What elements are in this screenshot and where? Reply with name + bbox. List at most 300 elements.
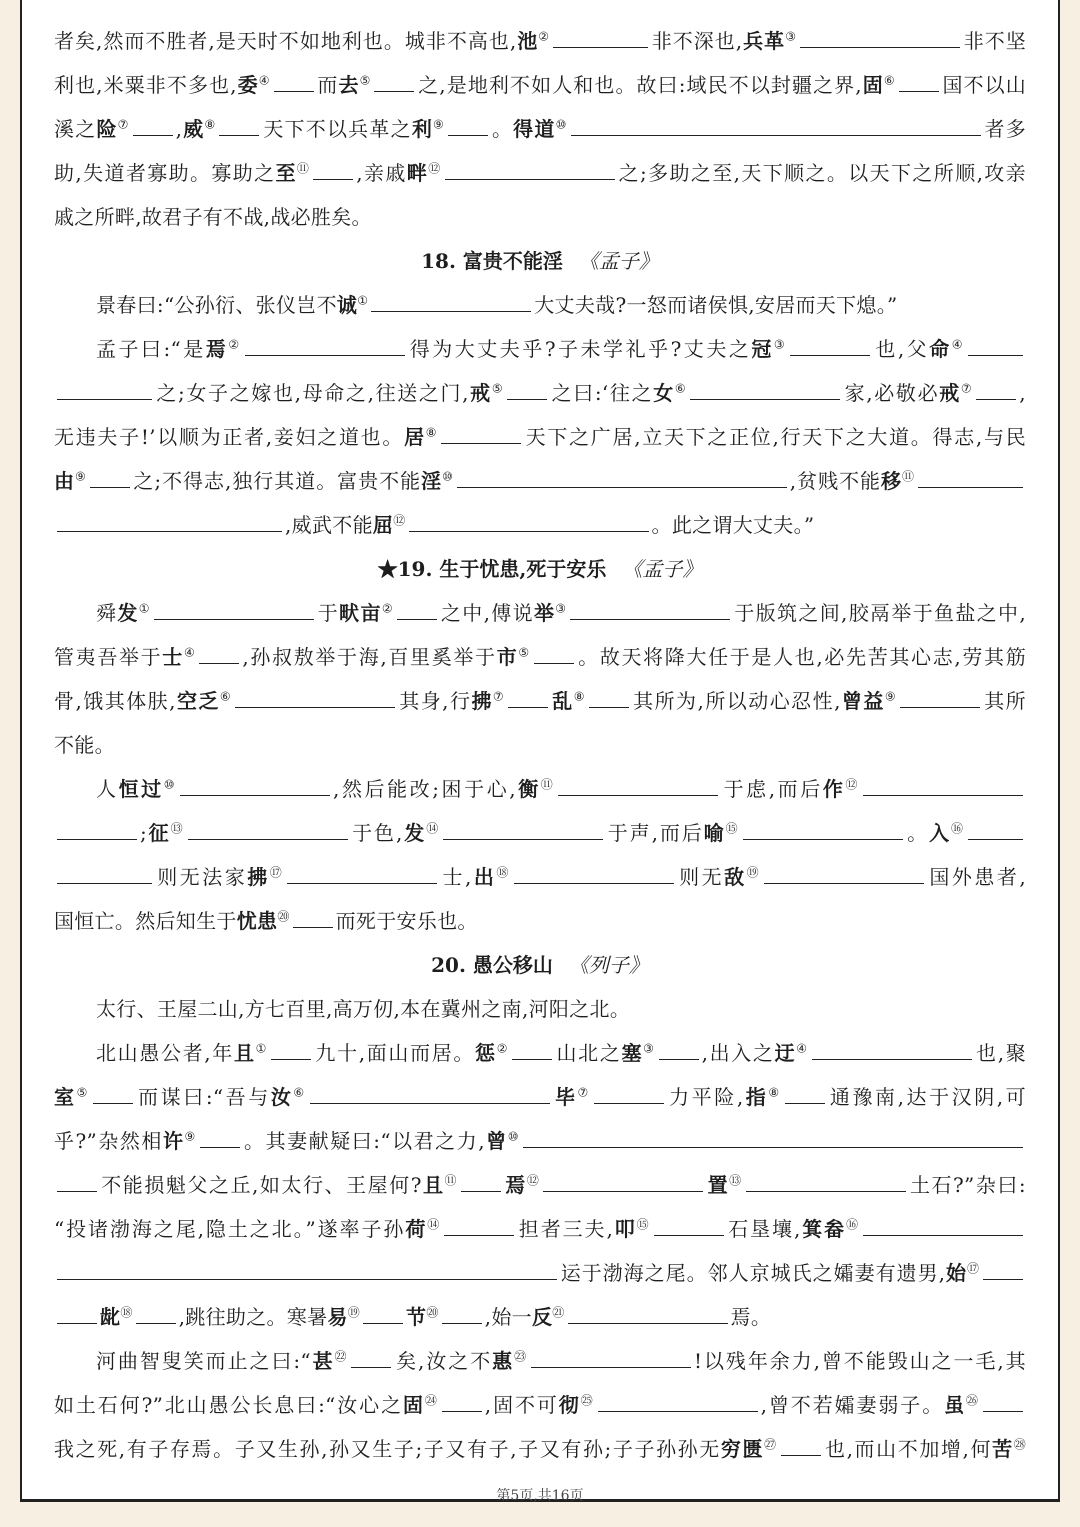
text-line — [54, 327, 1026, 371]
footnote-mark: ⑨ — [433, 117, 446, 132]
text: 威武不能 — [291, 513, 373, 537]
footnote-mark: ⑯ — [846, 1217, 860, 1232]
text: 也,父 — [873, 337, 930, 361]
footnote-mark: ⑦ — [117, 117, 130, 132]
text: 国恒亡。然后知生于 — [54, 909, 237, 933]
blank[interactable] — [461, 1173, 501, 1192]
keyword: 举 — [533, 601, 556, 625]
blank[interactable] — [293, 909, 333, 928]
text: 得为大丈夫乎?子未学礼乎?丈夫之 — [407, 337, 752, 361]
footnote-mark: ⑪ — [296, 161, 311, 176]
blank[interactable] — [558, 777, 718, 796]
blank[interactable] — [287, 865, 437, 884]
text-line: ,威武不能屈⑫ 。此之谓大丈夫。” — [54, 503, 1026, 547]
keyword: 移 — [881, 469, 903, 493]
text: 舜 — [96, 601, 118, 625]
text-line — [54, 723, 1026, 767]
keyword: 女 — [653, 381, 675, 405]
source-text: 《孟子》 — [578, 249, 659, 273]
text: 通豫南,达于汉阴,可 — [827, 1085, 1026, 1109]
keyword: 至 — [275, 161, 297, 185]
keyword: 毕 — [552, 1085, 578, 1109]
footnote-mark: ④ — [796, 1041, 809, 1056]
text: 我之死,有子存焉。子又生孙,孙又生子;子又有子,子又有孙;子子孙孙无 — [54, 1437, 721, 1461]
blank[interactable] — [531, 1349, 691, 1368]
blank[interactable] — [199, 645, 239, 664]
keyword: 节 — [406, 1305, 427, 1329]
keyword: 兵革 — [742, 29, 786, 53]
footnote-mark: ⑩ — [442, 469, 454, 484]
text: 跳往助之。寒暑 — [185, 1305, 328, 1329]
footnote-mark: ⑮ — [636, 1217, 651, 1232]
blank[interactable] — [690, 381, 840, 400]
keyword: 得道 — [513, 117, 556, 141]
blank[interactable] — [443, 821, 603, 840]
footnote-mark: ③ — [785, 29, 797, 44]
blank[interactable] — [457, 469, 787, 488]
footnote-mark: ② — [381, 601, 394, 616]
keyword: 去 — [338, 73, 360, 97]
text: 其所为,所以动心忍性, — [631, 689, 841, 713]
footnote-mark: ④ — [258, 73, 271, 88]
text: 曾不若孀妻弱子。 — [767, 1393, 945, 1417]
keyword: 淫 — [421, 469, 443, 493]
blank[interactable] — [543, 1173, 703, 1192]
footnote-mark: ㉓ — [514, 1349, 529, 1364]
keyword: 惠 — [492, 1349, 515, 1373]
blank[interactable] — [271, 1041, 311, 1060]
text: 家,必敬必 — [843, 381, 940, 405]
keyword: 戒 — [468, 381, 492, 405]
blank[interactable] — [764, 865, 924, 884]
section-title — [54, 547, 1026, 591]
blank[interactable] — [654, 1217, 724, 1236]
blank[interactable] — [812, 1041, 972, 1060]
text: 石垦壤, — [726, 1217, 801, 1241]
footnote-mark: ⑳ — [277, 909, 290, 924]
blank[interactable] — [310, 1085, 550, 1104]
blank[interactable] — [507, 381, 547, 400]
keyword: 戒 — [939, 381, 961, 405]
blank[interactable] — [313, 161, 353, 180]
blank[interactable] — [863, 777, 1023, 796]
keyword: 荷 — [405, 1217, 428, 1241]
blank[interactable] — [180, 777, 330, 796]
text: 于 — [316, 601, 340, 625]
keyword: 险 — [96, 117, 118, 141]
keyword: 指 — [743, 1085, 769, 1109]
text-line: 溪之险⑦ ,威⑧ 天下不以兵革之利⑨ 。得道⑩ 者多 — [54, 117, 1027, 141]
text: 于声,而后 — [606, 821, 704, 845]
keyword: 迂 — [774, 1041, 797, 1065]
text-line — [54, 19, 1026, 63]
text: 孟子曰:“是 — [96, 337, 206, 361]
text: 之;女子之嫁也,母命之,往送之门, — [155, 381, 469, 405]
text-line: 助,失道者寡助。寡助之至⑪ ,亲戚畔⑫ 之;多助之至,天下顺之。以天下之所顺,攻亲 — [54, 161, 1026, 185]
keyword: 拂 — [471, 689, 493, 713]
text: 其妻献疑曰:“以君之力, — [265, 1129, 485, 1153]
footnote-mark: ⑪ — [444, 1173, 459, 1188]
blank[interactable] — [598, 1393, 758, 1412]
text-line — [54, 899, 1026, 943]
section-title — [54, 943, 1026, 987]
text: 助,失道者寡助。寡助之 — [54, 161, 276, 185]
text: 亲戚 — [362, 161, 407, 185]
text: 运于渤海之尾。邻人京城氏之孀妻有遗男, — [560, 1261, 946, 1285]
blank[interactable] — [374, 73, 414, 92]
blank[interactable] — [188, 821, 348, 840]
keyword: 龀 — [100, 1305, 121, 1329]
blank[interactable] — [133, 117, 173, 136]
footnote-mark: ⑪ — [902, 469, 915, 484]
title-text: ★19. 生于忧患,死于安乐 — [377, 557, 607, 581]
blank[interactable] — [57, 1261, 557, 1280]
blank[interactable] — [235, 689, 395, 708]
blank[interactable] — [968, 821, 1023, 840]
section-title — [54, 239, 1026, 283]
blank[interactable] — [57, 513, 282, 532]
blank[interactable] — [534, 645, 574, 664]
text-line: 之;女子之嫁也,母命之,往送之门,戒⑤ 之曰:‘往之女⑥ 家,必敬必戒⑦ , — [54, 371, 1026, 415]
footnote-mark: ⑫ — [526, 1173, 541, 1188]
blank[interactable] — [57, 381, 152, 400]
footnote-mark: ⑧ — [573, 689, 586, 704]
blank[interactable] — [571, 117, 981, 136]
blank[interactable] — [570, 601, 730, 620]
keyword: 苦 — [992, 1437, 1014, 1461]
text: 非不坚 — [962, 29, 1027, 53]
text-line: 乎?”杂然相许⑨ 。其妻献疑曰:“以君之力,曾⑩ — [54, 1119, 1026, 1163]
blank[interactable] — [57, 865, 152, 884]
blank[interactable] — [448, 117, 488, 136]
footnote-mark: ④ — [951, 337, 965, 352]
text: 国外患者, — [927, 865, 1027, 889]
text: 焉。 — [730, 1305, 772, 1329]
text: 乎?”杂然相 — [54, 1129, 163, 1153]
blank[interactable] — [785, 1085, 825, 1104]
blank[interactable] — [553, 29, 648, 48]
blank[interactable] — [594, 1085, 664, 1104]
blank[interactable] — [983, 1261, 1023, 1280]
footnote-mark: ② — [496, 1041, 510, 1056]
keyword: 屈 — [372, 513, 394, 537]
keyword: 室 — [54, 1085, 77, 1109]
source-text: 《孟子》 — [622, 557, 703, 581]
blank[interactable] — [442, 1393, 482, 1412]
footnote-mark: ⑥ — [674, 381, 688, 396]
keyword: 冠 — [751, 337, 774, 361]
blank[interactable] — [445, 161, 615, 180]
keyword: 且 — [233, 1041, 256, 1065]
text: 出入之 — [708, 1041, 775, 1065]
text: 天下不以兵革之 — [262, 117, 412, 141]
footnote-mark: ⑧ — [204, 117, 217, 132]
blank[interactable] — [219, 117, 259, 136]
footnote-mark: ⑧ — [425, 425, 439, 440]
page-footer: 第5页,共16页 — [496, 1488, 584, 1504]
blank[interactable] — [274, 73, 314, 92]
keyword: 市 — [496, 645, 519, 669]
keyword: 恒过 — [118, 777, 164, 801]
footnote-mark: ⑯ — [951, 821, 965, 836]
footnote-mark: ㉗ — [764, 1437, 778, 1452]
text-line: 如土石何?”北山愚公长息曰:“汝心之固$^㉔$ ,固不可彻$^㉕$ ,曾不若孀妻弱子。虽$^㉖$ — [54, 1383, 1026, 1427]
blank[interactable] — [968, 337, 1023, 356]
keyword: 焉 — [205, 337, 229, 361]
footnote-mark: ⑧ — [768, 1085, 782, 1100]
text: 不能。 — [54, 733, 115, 757]
footnote-mark: ⑨ — [884, 689, 898, 704]
keyword: 征 — [147, 821, 171, 845]
blank[interactable] — [800, 29, 960, 48]
blank[interactable] — [659, 1041, 699, 1060]
page-content — [54, 19, 1026, 1471]
footnote-mark: ⑱ — [120, 1305, 133, 1320]
text: !以残年余力,曾不能毁山之一毛,其 — [694, 1349, 1026, 1373]
text-line — [54, 63, 1026, 107]
blank[interactable] — [57, 1173, 97, 1192]
footnote-mark: ⑮ — [725, 821, 740, 836]
text: 其所 — [983, 689, 1026, 713]
footnote-mark: ㉒ — [334, 1349, 349, 1364]
text: 骨,饿其体肤, — [54, 689, 176, 713]
footnote-mark: ⑩ — [163, 777, 178, 792]
keyword: 畎亩 — [339, 601, 382, 625]
text: 其身,行 — [398, 689, 472, 713]
footnote-mark: ⑫ — [428, 161, 442, 176]
blank[interactable] — [781, 1437, 821, 1456]
keyword: 叩 — [613, 1217, 637, 1241]
text: 始一 — [491, 1305, 532, 1329]
text: 力平险, — [666, 1085, 744, 1109]
keyword: 曾 — [484, 1129, 508, 1153]
text: 也,聚 — [974, 1041, 1027, 1065]
keyword: 空乏 — [175, 689, 220, 713]
blank[interactable] — [57, 1305, 97, 1324]
keyword: 命 — [929, 337, 952, 361]
text: 者矣,然而不胜者,是天时不如地利也。城非不高也, — [54, 29, 517, 53]
blank[interactable] — [441, 425, 521, 444]
keyword: 居 — [404, 425, 426, 449]
keyword: 塞 — [621, 1041, 644, 1065]
footnote-mark: ⑤ — [359, 73, 372, 88]
footnote-mark: ⑪ — [540, 777, 556, 792]
text: 此之谓大丈夫。” — [671, 513, 815, 537]
text: 景春曰:“公孙衍、张仪岂不 — [96, 293, 337, 317]
text: 太行、王屋二山,方七百里,高万仞,本在冀州之南,河阳之北。 — [96, 997, 631, 1021]
footnote-mark: ⑥ — [219, 689, 233, 704]
text: 非不深也, — [651, 29, 743, 53]
text: 孙叔敖举于海,百里奚举于 — [249, 645, 497, 669]
keyword: 焉 — [504, 1173, 527, 1197]
keyword: 出 — [471, 865, 497, 889]
keyword: 曾益 — [840, 689, 885, 713]
text: 溪之 — [54, 117, 97, 141]
blank[interactable] — [790, 337, 870, 356]
blank[interactable] — [900, 689, 980, 708]
text-line: 龀⑱ ,跳往助之。寒暑易⑲ 节⑳ ,始一反$^㉑$ 焉。 — [54, 1295, 1026, 1339]
keyword: 穷匮 — [720, 1437, 765, 1461]
keyword: 衡 — [515, 777, 541, 801]
text: 山北之 — [555, 1041, 622, 1065]
blank[interactable] — [93, 1085, 133, 1104]
keyword: 易 — [327, 1305, 348, 1329]
text: 而 — [316, 73, 339, 97]
text-line — [54, 1207, 1026, 1251]
blank[interactable] — [397, 601, 437, 620]
keyword: 发 — [402, 821, 427, 845]
text: 河曲智叟笑而止之曰:“ — [96, 1349, 311, 1373]
footnote-mark: ③ — [643, 1041, 656, 1056]
footnote-mark: ㉖ — [966, 1393, 980, 1408]
blank[interactable] — [918, 469, 1023, 488]
footnote-mark: ㉑ — [552, 1305, 565, 1320]
text: 也,而山不加增,何 — [823, 1437, 993, 1461]
text-line — [54, 767, 1026, 811]
text: 人 — [96, 777, 119, 801]
footnote-mark: ⑥ — [293, 1085, 307, 1100]
keyword: 箕畚 — [800, 1217, 847, 1241]
blank[interactable] — [508, 689, 548, 708]
blank[interactable] — [57, 821, 137, 840]
text: 九十,面山而居。 — [314, 1041, 476, 1065]
text: 则无 — [676, 865, 725, 889]
text-line — [54, 1163, 1026, 1207]
footnote-mark: ⑱ — [496, 865, 511, 880]
text: 而死于安乐也。 — [335, 909, 478, 933]
footnote-mark: ㉔ — [424, 1393, 439, 1408]
blank[interactable] — [743, 821, 903, 840]
footnote-mark: ⑤ — [491, 381, 505, 396]
blank[interactable] — [442, 1305, 482, 1324]
text: ,然后能改;困于心, — [333, 777, 516, 801]
keyword: 利 — [411, 117, 434, 141]
keyword: 甚 — [310, 1349, 335, 1373]
text-line — [54, 679, 1026, 723]
text: 于色, — [350, 821, 403, 845]
blank[interactable] — [512, 1041, 552, 1060]
footnote-mark: ⑤ — [76, 1085, 90, 1100]
blank[interactable] — [363, 1305, 403, 1324]
blank[interactable] — [568, 1305, 728, 1324]
footnote-mark: ① — [255, 1041, 269, 1056]
text-line — [54, 591, 1026, 635]
text: 不能损魁父之丘,如太行、王屋何? — [100, 1173, 422, 1197]
footnote-mark: ④ — [183, 645, 197, 660]
footnote-mark: ⑫ — [393, 513, 406, 528]
keyword: 诚 — [336, 293, 358, 317]
footnote-mark: ③ — [555, 601, 568, 616]
blank[interactable] — [351, 1349, 391, 1368]
footnote-mark: ① — [357, 293, 369, 308]
footnote-mark: ⑲ — [347, 1305, 361, 1320]
text: 无违夫子!’以顺为正者,妾妇之道也。 — [54, 425, 405, 449]
keyword: 惩 — [475, 1041, 497, 1065]
footnote-mark: ② — [538, 29, 551, 44]
keyword: 许 — [162, 1129, 185, 1153]
keyword: 由 — [54, 469, 75, 493]
blank[interactable] — [409, 513, 649, 532]
footnote-mark: ⑭ — [427, 1217, 442, 1232]
footnote-mark: ⑥ — [883, 73, 896, 88]
blank[interactable] — [514, 865, 674, 884]
text: 贫贱不能 — [796, 469, 882, 493]
footnote-mark: ⑦ — [960, 381, 974, 396]
blank[interactable] — [90, 469, 130, 488]
source-text: 《列子》 — [568, 953, 649, 977]
text-line — [54, 1339, 1026, 1383]
keyword: 置 — [706, 1173, 730, 1197]
blank[interactable] — [863, 1217, 1023, 1236]
text-line — [54, 1427, 1026, 1471]
blank[interactable] — [245, 337, 405, 356]
footnote-mark: ⑩ — [507, 1129, 521, 1144]
text: 大丈夫哉?一怒而诸侯惧,安居而天下熄。” — [534, 293, 898, 317]
keyword: 且 — [421, 1173, 445, 1197]
keyword: 敌 — [724, 865, 747, 889]
keyword: 乱 — [551, 689, 574, 713]
footnote-mark: ㉘ — [1013, 1437, 1026, 1452]
text: 则无法家 — [155, 865, 248, 889]
text-line — [54, 1075, 1026, 1119]
blank[interactable] — [523, 1129, 1023, 1148]
blank[interactable] — [589, 689, 629, 708]
blank[interactable] — [136, 1305, 176, 1324]
footnote-mark: ① — [138, 601, 151, 616]
text-line — [54, 987, 1026, 1031]
blank[interactable] — [983, 1393, 1023, 1412]
keyword: 作 — [822, 777, 846, 801]
footnote-mark: ⑦ — [492, 689, 506, 704]
keyword: 士 — [162, 645, 184, 669]
text: 国不以山 — [941, 73, 1027, 97]
keyword: 委 — [236, 73, 259, 97]
keyword: 彻 — [558, 1393, 581, 1417]
title-text: 20. 愚公移山 — [431, 953, 553, 977]
footnote-mark: ⑤ — [518, 645, 531, 660]
blank[interactable] — [200, 1129, 240, 1148]
blank[interactable] — [154, 601, 314, 620]
footnote-mark: ⑭ — [426, 821, 441, 836]
text: 士, — [440, 865, 472, 889]
text-line — [54, 1251, 1026, 1295]
blank[interactable] — [899, 73, 939, 92]
text: 者多 — [983, 117, 1027, 141]
keyword: 威 — [182, 117, 205, 141]
text: 利也,米粟非不多也, — [54, 73, 237, 97]
text: “投诸渤海之尾,隐土之北。”遂率子孙 — [54, 1217, 406, 1241]
blank[interactable] — [444, 1217, 514, 1236]
text-line: ;征⑬ 于色,发⑭ 于声,而后喻⑮ 。入⑯ — [54, 811, 1026, 855]
blank[interactable] — [746, 1173, 906, 1192]
title-text: 18. 富贵不能淫 — [421, 249, 563, 273]
text: 之;多助之至,天下顺之。以天下之所顺,攻亲 — [617, 161, 1026, 185]
text: 故天将降大任于是人也,必先苦其心志,劳其筋 — [599, 645, 1027, 669]
text: 戚之所畔,故君子有不战,战必胜矣。 — [54, 205, 372, 229]
text: 天下之广居,立天下之正位,行天下之大道。得志,与民 — [524, 425, 1027, 449]
blank[interactable] — [371, 293, 531, 312]
text: 矣,汝之不 — [394, 1349, 493, 1373]
text: 之中,傅说 — [439, 601, 534, 625]
text-line: 由⑨ 之;不得志,独行其道。富贵不能淫⑩ ,贫贱不能移⑪ — [54, 459, 1026, 503]
footnote-mark: ⑨ — [74, 469, 87, 484]
worksheet-page — [20, 0, 1060, 1502]
keyword: 汝 — [270, 1085, 294, 1109]
keyword: 喻 — [703, 821, 726, 845]
footnote-mark: ⑰ — [269, 865, 285, 880]
text: 北山愚公者,年 — [96, 1041, 234, 1065]
blank[interactable] — [976, 381, 1016, 400]
